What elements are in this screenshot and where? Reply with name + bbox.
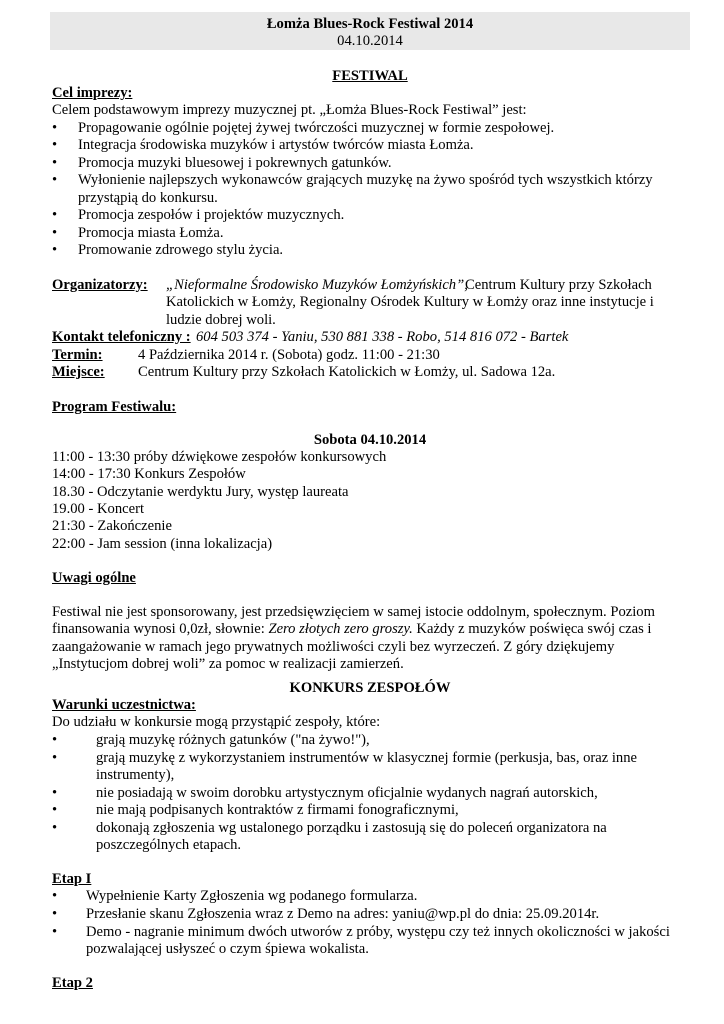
bullet: • (52, 785, 58, 801)
termin-value: 4 Października 2014 r. (Sobota) godz. 11:00 - 21:30 (138, 347, 440, 363)
cel-heading: Cel imprezy: (52, 85, 133, 101)
warunki-heading: Warunki uczestnictwa: (52, 697, 196, 713)
termin-label: Termin: (52, 347, 103, 363)
miejsce-value: Centrum Kultury przy Szkołach Katolickich w Łomży, ul. Sadowa 12a. (138, 364, 556, 380)
list-item-continuation: instrumenty), (96, 767, 175, 783)
uwagi-line: Festiwal nie jest sponsorowany, jest przedsięwzięciem w samej istocie oddolnym, społecznym. Poziom (52, 604, 655, 620)
organizatorzy-org: „Nieformalne Środowisko Muzyków Łomżyńskich”, (166, 277, 468, 293)
bullet: • (52, 172, 58, 188)
list-item: Promowanie zdrowego stylu życia. (78, 242, 284, 258)
organizatorzy-label: Organizatorzy: (52, 277, 148, 293)
organizatorzy-line1: Centrum Kultury przy Szkołach (465, 277, 652, 293)
bullet: • (52, 802, 58, 818)
program-day: Sobota 04.10.2014 (313, 432, 427, 448)
bullet: • (52, 120, 58, 136)
organizatorzy-line2: Katolickich w Łomży, Regionalny Ośrodek Kultury w Łomży oraz inne instytucje i (166, 294, 654, 310)
list-item: nie posiadają w swoim dorobku artystycznym oficjalnie wydanych nagrań autorskich, (96, 785, 598, 801)
program-item: 21:30 - Zakończenie (52, 518, 172, 534)
uwagi-text: finansowania wynosi 0,0zł, słownie: (52, 621, 265, 637)
program-item: 18.30 - Odczytanie werdyktu Jury, występ laureata (52, 484, 349, 500)
document-date: 04.10.2014 (337, 33, 403, 49)
uwagi-text: Każdy z muzyków poświęca swój czas i (416, 621, 652, 637)
bullet: • (52, 225, 58, 241)
program-item: 22:00 - Jam session (inna lokalizacja) (52, 536, 273, 552)
cel-intro: Celem podstawowym imprezy muzycznej pt. „Łomża Blues-Rock Festiwal” jest: (52, 102, 527, 118)
program-item: 19.00 - Koncert (52, 501, 144, 517)
list-item-continuation: poszczególnych etapach. (96, 837, 242, 853)
list-item: Integracja środowiska muzyków i artystów twórców miasta Łomża. (78, 137, 474, 153)
list-item: Wypełnienie Karty Zgłoszenia wg podanego formularza. (86, 888, 418, 904)
bullet: • (52, 207, 58, 223)
bullet: • (52, 924, 58, 940)
miejsce-label: Miejsce: (52, 364, 105, 380)
list-item: Przesłanie skanu Zgłoszenia wraz z Demo na adres: yaniu@wp.pl do dnia: 25.09.2014r. (86, 906, 600, 922)
list-item: Demo - nagranie minimum dwóch utworów z próby, występu czy też innych okoliczności w jakości (86, 924, 670, 940)
bullet: • (52, 906, 58, 922)
etap1-heading: Etap I (52, 871, 92, 887)
program-item: 11:00 - 13:30 próby dźwiękowe zespołów konkursowych (52, 449, 387, 465)
kontakt-label: Kontakt telefoniczny : (52, 329, 191, 345)
list-item: Promocja miasta Łomża. (78, 225, 224, 241)
list-item-continuation: przystąpią do konkursu. (78, 190, 218, 206)
uwagi-line (52, 621, 651, 639)
festival-heading: FESTIWAL (332, 68, 408, 84)
list-item-continuation: pozwalającej usłyszeć o czym śpiewa wokalista. (86, 941, 369, 957)
bullet: • (52, 732, 58, 748)
etap2-heading: Etap 2 (52, 975, 93, 991)
uwagi-line: zaangażowanie w ramach jego prywatnych możliwości czyli bez wyrzeczeń. Z góry dziękujemy (52, 639, 615, 655)
bullet: • (52, 888, 58, 904)
list-item: dokonają zgłoszenia wg ustalonego porządku i zastosują się do poleceń organizatora na (96, 820, 607, 836)
list-item: nie mają podpisanych kontraktów z firmami fonograficznymi, (96, 802, 459, 818)
list-item: Promocja zespołów i projektów muzycznych. (78, 207, 345, 223)
kontakt-value: 604 503 374 - Yaniu, 530 881 338 - Robo, 514 816 072 - Bartek (196, 329, 569, 345)
bullet: • (52, 155, 58, 171)
list-item: Promocja muzyki bluesowej i pokrewnych gatunków. (78, 155, 392, 171)
organizatorzy-line3: ludzie dobrej woli. (166, 312, 276, 328)
list-item: grają muzykę różnych gatunków ("na żywo!"), (96, 732, 370, 748)
warunki-intro: Do udziału w konkursie mogą przystąpić zespoły, które: (52, 714, 381, 730)
uwagi-italic: Zero złotych zero groszy. (268, 621, 413, 637)
program-item: 14:00 - 17:30 Konkurs Zespołów (52, 466, 246, 482)
list-item: Wyłonienie najlepszych wykonawców grających muzykę na żywo spośród tych wszystkich którzy (78, 172, 653, 188)
uwagi-heading: Uwagi ogólne (52, 570, 136, 586)
konkurs-heading: KONKURS ZESPOŁÓW (289, 680, 451, 696)
document-title: Łomża Blues-Rock Festiwal 2014 (266, 16, 474, 32)
bullet: • (52, 137, 58, 153)
bullet: • (52, 242, 58, 258)
bullet: • (52, 750, 58, 766)
bullet: • (52, 820, 58, 836)
list-item: grają muzykę z wykorzystaniem instrumentów w klasycznej formie (perkusja, bas, oraz inne (96, 750, 638, 766)
uwagi-line: „Instytucjom dobrej woli” za pomoc w realizacji zamierzeń. (52, 656, 404, 672)
program-heading: Program Festiwalu: (52, 399, 177, 415)
document-header (50, 12, 690, 50)
list-item: Propagowanie ogólnie pojętej żywej twórczości muzycznej w formie zespołowej. (78, 120, 555, 136)
